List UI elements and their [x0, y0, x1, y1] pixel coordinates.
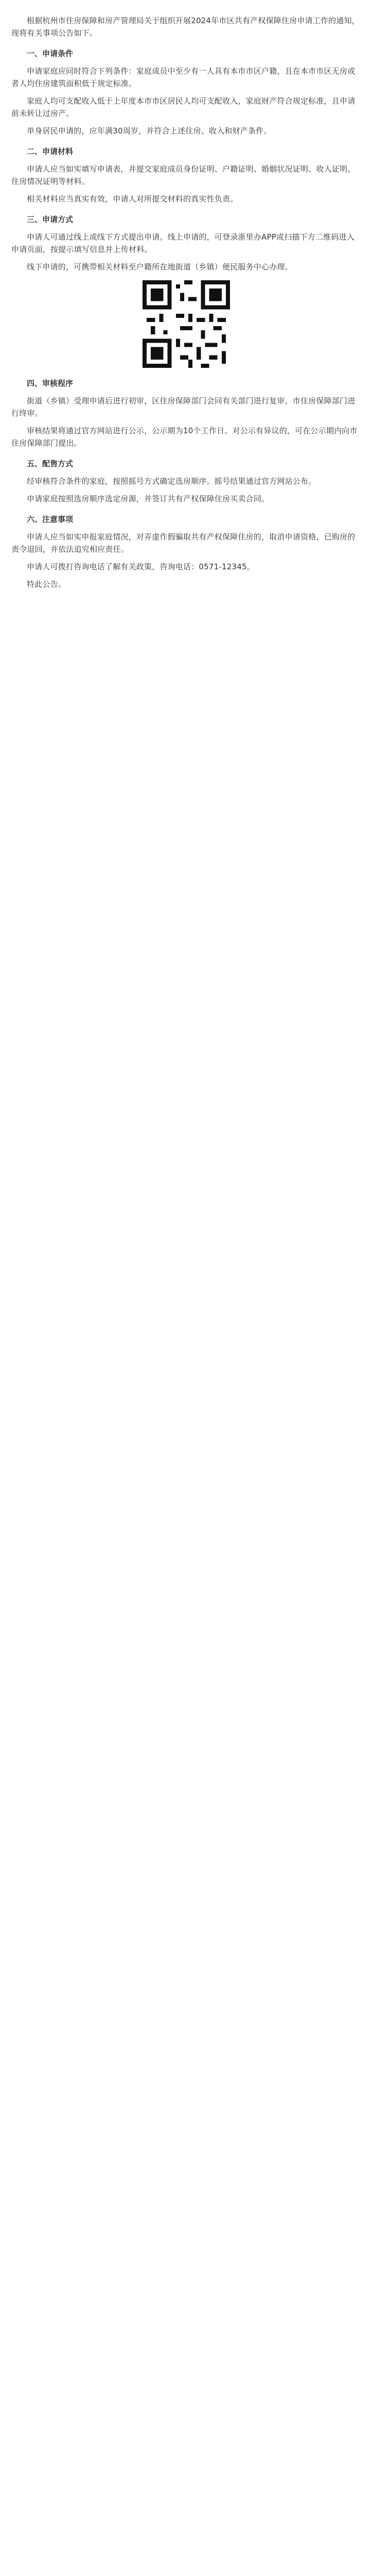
sections-group-b — [11, 377, 361, 590]
section-paragraph: 单身居民申请的，应年满30周岁，并符合上述住房、收入和财产条件。 — [27, 126, 272, 135]
section-paragraph: 申请家庭应同时符合下列条件：家庭成员中至少有一人具有本市市区户籍，且在本市市区无房或者人均住房建筑面积低于规定标准。 — [11, 66, 356, 88]
sections-group-a — [11, 47, 361, 273]
section-paragraph: 线下申请的，可携带相关材料至户籍所在地街道（乡镇）便民服务中心办理。 — [27, 262, 293, 272]
section-paragraph: 审核结果将通过官方网站进行公示，公示期为10个工作日。对公示有异议的，可在公示期内向市住房保障部门提出。 — [11, 426, 358, 448]
section-paragraph: 特此公告。 — [27, 580, 66, 589]
section-paragraph: 街道（乡镇）受理申请后进行初审，区住房保障部门会同有关部门进行复审，市住房保障部门进行终审。 — [11, 396, 356, 418]
section-heading: 五、配售方式 — [27, 459, 74, 468]
intro-paragraph: 根据杭州市住房保障和房产管理局关于组织开展2024年市区共有产权保障住房申请工作的通知，现将有关事项公告如下。 — [11, 16, 360, 38]
section-paragraph: 申请人可拨打咨询电话了解有关政策，咨询电话：0571-12345。 — [27, 562, 255, 571]
section-heading: 四、审核程序 — [27, 379, 74, 388]
section-paragraph: 申请人可通过线上或线下方式提出申请。线上申请的，可登录浙里办APP或扫描下方二维码进入申请页面，按提示填写信息并上传材料。 — [11, 232, 355, 254]
section-paragraph: 经审核符合条件的家庭，按照摇号方式确定选房顺序。摇号结果通过官方网站公布。 — [27, 477, 316, 486]
qr-code-icon[interactable] — [143, 280, 230, 368]
section-paragraph: 申请人应当如实填写申请表，并提交家庭成员身份证明、户籍证明、婚姻状况证明、收入证明、住房情况证明等材料。 — [11, 164, 356, 186]
document-body — [11, 14, 361, 596]
qr-code-wrapper — [11, 280, 361, 368]
section-heading: 一、申请条件 — [27, 49, 74, 58]
section-heading: 六、注意事项 — [27, 515, 74, 524]
section-paragraph: 申请人应当如实申报家庭情况，对弄虚作假骗取共有产权保障住房的，取消申请资格，已购房的责令退回，并依法追究相应责任。 — [11, 532, 356, 554]
section-heading: 二、申请材料 — [27, 147, 74, 156]
section-heading: 三、申请方式 — [27, 215, 74, 224]
section-paragraph: 家庭人均可支配收入低于上年度本市市区居民人均可支配收入，家庭财产符合规定标准，且申请前未转让过房产。 — [11, 96, 356, 118]
section-paragraph: 相关材料应当真实有效，申请人对所提交材料的真实性负责。 — [27, 194, 238, 204]
section-paragraph: 申请家庭按照选房顺序选定房源，并签订共有产权保障住房买卖合同。 — [27, 494, 270, 503]
